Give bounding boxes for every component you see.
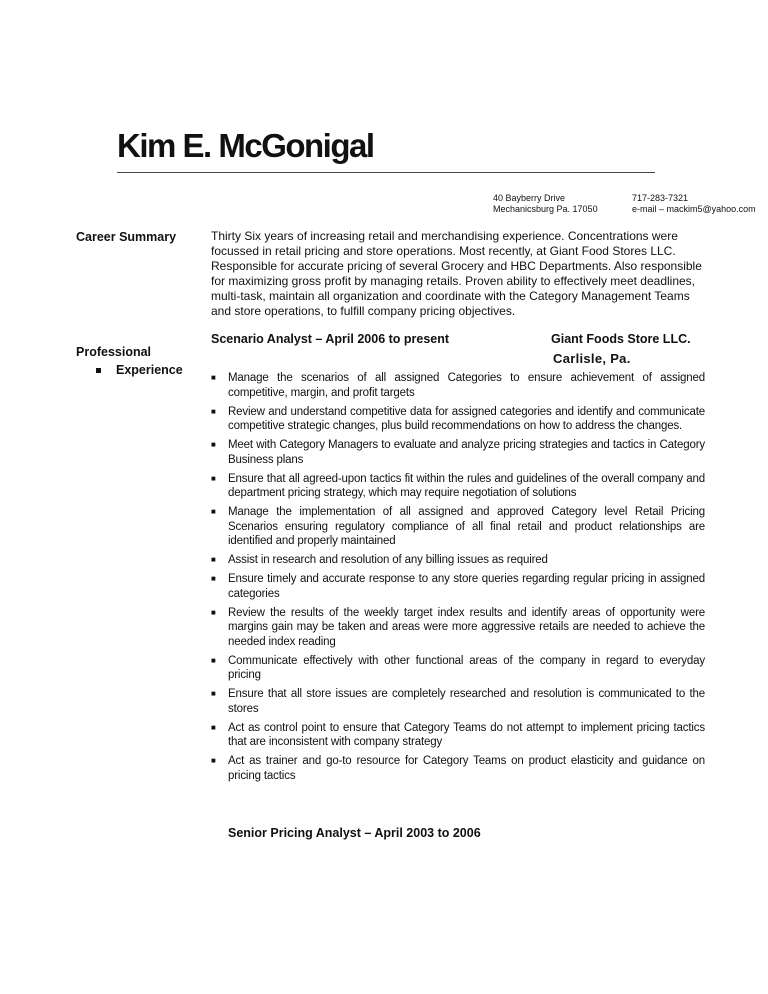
list-item: ■ Review the results of the weekly target index results and identify areas of opportunity were margins gain may be taken and areas were more aggressive retails are needed to achieve the needed index reading xyxy=(211,606,705,648)
list-item: ■ Manage the scenarios of all assigned Categories to ensure achievement of assigned competitive, margin, and profit targets xyxy=(211,372,705,399)
job2-title: Senior Pricing Analyst – April 2003 to 2006 xyxy=(228,826,481,840)
address-line2: Mechanicsburg Pa. 17050 xyxy=(493,204,598,214)
bullet-square-icon: ■ xyxy=(211,689,216,698)
bullet-square-icon: ■ xyxy=(211,555,216,564)
list-item: ■ Communicate effectively with other functional areas of the company in regard to everyday pricing xyxy=(211,654,705,681)
list-item: ■ Review and understand competitive data for assigned categories and identify and communicate competitive strategic changes, plus build recommendations on how to address the changes. xyxy=(211,405,705,432)
bullet-square-icon: ■ xyxy=(211,722,216,732)
job1-location: Carlisle, Pa. xyxy=(553,351,631,366)
address-block xyxy=(493,193,598,215)
list-item: ■ Manage the implementation of all assigned and approved Category level Retail Pricing Scenarios ensuring regulatory compliance of all final retail and product relationships are identified and properly maintained xyxy=(211,506,705,547)
phone-number: 717-283-7321 xyxy=(632,193,689,203)
experience-heading-line1: Professional xyxy=(76,345,152,359)
contact-block xyxy=(632,193,756,215)
list-item: ■ Ensure that all store issues are completely researched and resolution is communicated to the stores xyxy=(211,688,705,715)
career-summary-text: Thirty Six years of increasing retail and merchandising experience. Concentrations were focussed in retail pricing and store operations. Most recently, at Giant Food Stores LLC. Responsible for accurate pricing of several Grocery and HBC Departments. Also responsible for maximizing gross profit by managing retails. Proven ability to effectively meet deadlines, multi-task, maintain all organization and coordinate with the Category Management Teams and store operations, to fulfill company pricing objectives. xyxy=(211,229,702,318)
bullet-square-icon: ■ xyxy=(211,655,216,665)
address-line1: 40 Bayberry Drive xyxy=(493,193,566,203)
experience-heading-label: Experience xyxy=(116,363,183,377)
bullet-square-icon: ■ xyxy=(211,507,216,516)
bullet-square-icon: ■ xyxy=(211,406,216,416)
bullet-square-icon: ■ xyxy=(211,574,216,583)
bullet-square-icon: ■ xyxy=(211,607,216,617)
email-address: e-mail – mackim5@yahoo.com xyxy=(632,204,756,214)
list-item: ■ Ensure timely and accurate response to any store queries regarding regular pricing in assigned categories xyxy=(211,573,705,600)
list-item: ■ Act as control point to ensure that Category Teams do not attempt to implement pricing tactics that are inconsistent with company strategy xyxy=(211,721,705,748)
bullet-square-icon: ■ xyxy=(211,373,216,382)
list-item: ■ Act as trainer and go-to resource for Category Teams on product elasticity and guidance on pricing tactics xyxy=(211,755,705,782)
resume-name: Kim E. McGonigal xyxy=(117,127,374,164)
bullet-square-icon xyxy=(96,368,101,373)
list-item: ■ Assist in research and resolution of any billing issues as required xyxy=(211,554,548,566)
job1-company: Giant Foods Store LLC. xyxy=(551,332,691,346)
job1-duties-list xyxy=(211,371,705,788)
job1-title: Scenario Analyst – April 2006 to present xyxy=(211,332,450,346)
list-item: ■ Meet with Category Managers to evaluate and analyze pricing strategies and tactics in Category Business plans xyxy=(211,439,705,466)
list-item: ■ Ensure that all agreed-upon tactics fit within the rules and guidelines of the overall company and department pricing strategy, which may require negotiation of solutions xyxy=(211,472,705,499)
career-summary-heading: Career Summary xyxy=(76,230,177,244)
bullet-square-icon: ■ xyxy=(211,756,216,765)
bullet-square-icon: ■ xyxy=(211,440,216,449)
experience-heading-line2 xyxy=(96,363,183,377)
bullet-square-icon: ■ xyxy=(211,473,216,483)
header-divider xyxy=(117,172,655,173)
